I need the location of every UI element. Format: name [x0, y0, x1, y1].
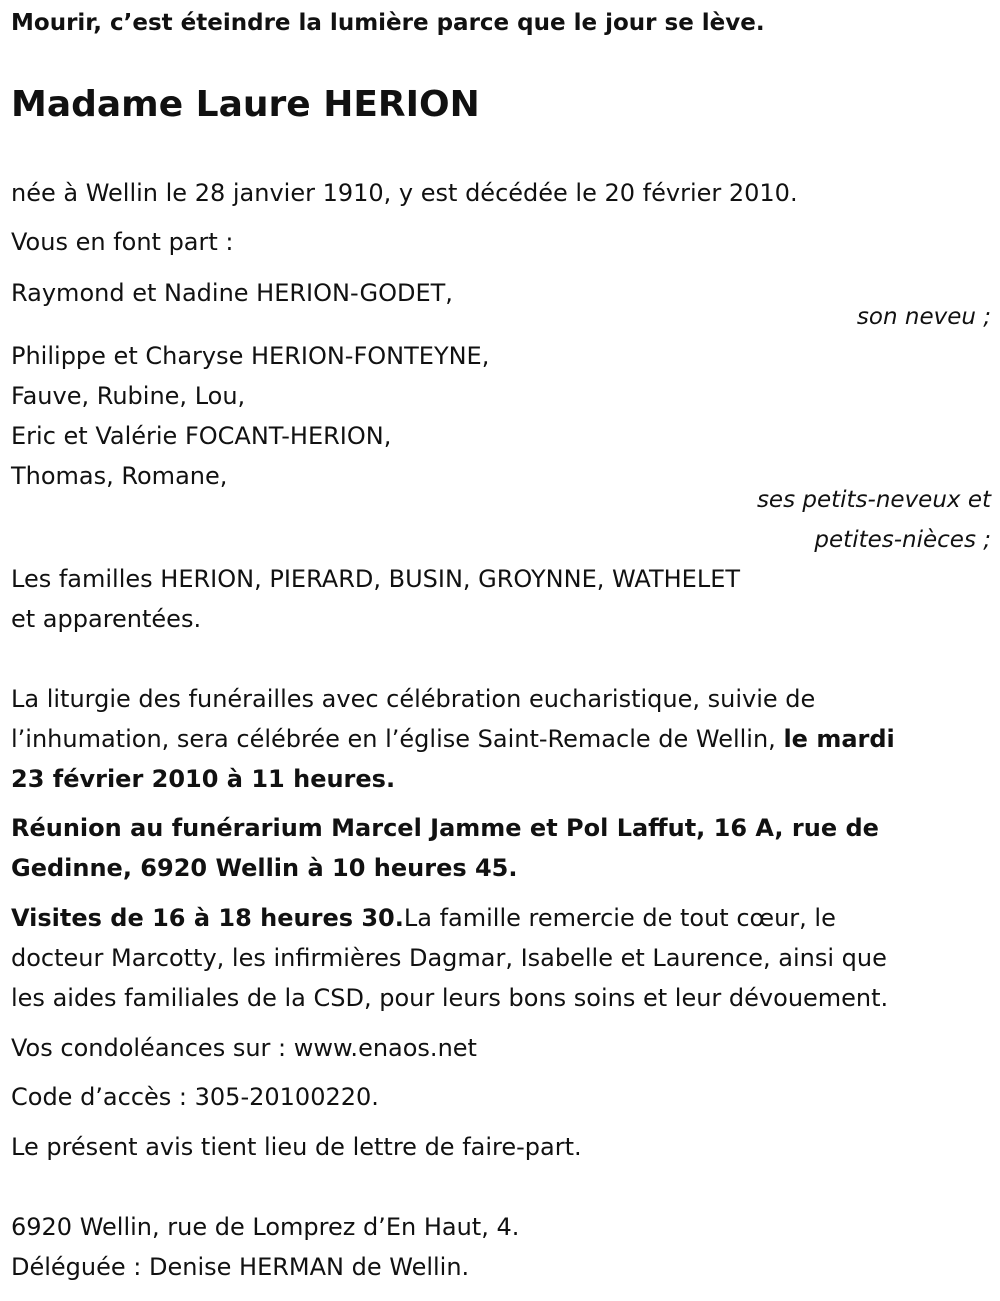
- liturgy-date: le mardi: [783, 725, 895, 753]
- thanks-line: les aides familiales de la CSD, pour leurs bons soins et leur dévouement.: [11, 984, 889, 1012]
- liturgy-line: La liturgie des funérailles avec célébration eucharistique, suivie de: [11, 685, 816, 713]
- reunion-line: Réunion au funérarium Marcel Jamme et Pol Laffut, 16 A, rue de: [11, 814, 879, 842]
- access-code-line: Code d’accès : 305-20100220.: [11, 1083, 379, 1111]
- announce-intro: Vous en font part :: [11, 228, 234, 256]
- thanks-line: docteur Marcotty, les infirmières Dagmar, Isabelle et Laurence, ainsi que: [11, 944, 887, 972]
- condolences-line: Vos condoléances sur : www.enaos.net: [11, 1034, 477, 1062]
- visits-hours: Visites de 16 à 18 heures 30.: [11, 904, 404, 932]
- family-line: Philippe et Charyse HERION-FONTEYNE,: [11, 342, 490, 370]
- family-relation: petites-nièces ;: [814, 527, 991, 553]
- liturgy-date-line: 23 février 2010 à 11 heures.: [11, 765, 396, 793]
- family-line: Fauve, Rubine, Lou,: [11, 382, 246, 410]
- birth-death-line: née à Wellin le 28 janvier 1910, y est décédée le 20 février 2010.: [11, 179, 798, 207]
- reunion-line: Gedinne, 6920 Wellin à 10 heures 45.: [11, 854, 518, 882]
- family-line: Les familles HERION, PIERARD, BUSIN, GROYNNE, WATHELET: [11, 565, 741, 593]
- notice-line: Le présent avis tient lieu de lettre de faire-part.: [11, 1133, 582, 1161]
- family-relation: ses petits-neveux et: [756, 487, 991, 513]
- delegate-line: Déléguée : Denise HERMAN de Wellin.: [11, 1253, 470, 1281]
- family-relation: son neveu ;: [856, 304, 991, 330]
- epigraph: Mourir, c’est éteindre la lumière parce que le jour se lève.: [11, 10, 765, 36]
- deceased-name: Madame Laure HERION: [11, 84, 480, 125]
- liturgy-text: l’inhumation, sera célébrée en l’église Saint-Remacle de Wellin,: [11, 725, 776, 753]
- thanks-text: La famille remercie de tout cœur, le: [403, 904, 836, 932]
- visits-line: [11, 898, 836, 938]
- family-line: et apparentées.: [11, 605, 202, 633]
- family-line: Raymond et Nadine HERION-GODET,: [11, 279, 453, 307]
- address-line: 6920 Wellin, rue de Lomprez d’En Haut, 4.: [11, 1213, 520, 1241]
- family-line: Eric et Valérie FOCANT-HERION,: [11, 422, 392, 450]
- liturgy-line: [11, 719, 895, 759]
- family-line: Thomas, Romane,: [11, 462, 228, 490]
